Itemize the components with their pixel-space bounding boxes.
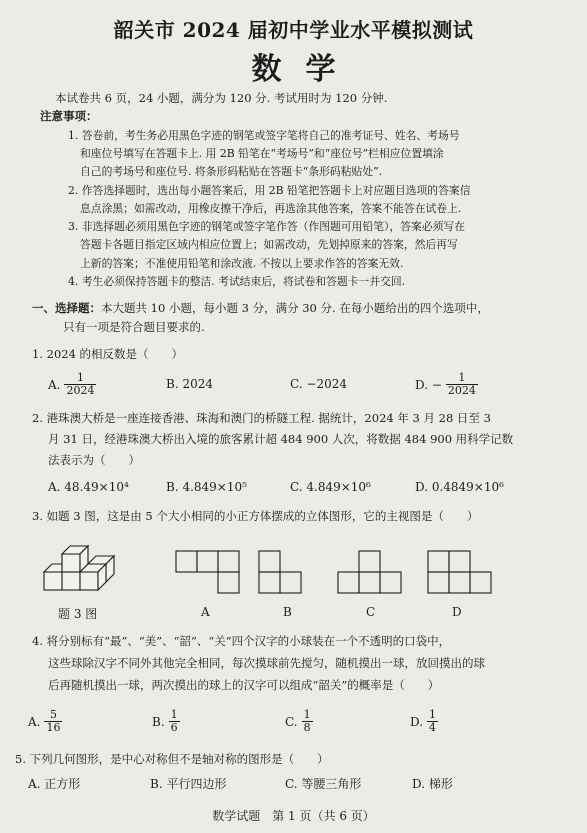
exam-title: 韶关市 2024 届初中学业水平模拟测试 <box>113 18 474 42</box>
q1-option-d[interactable]: D. − $\frac{1}{2024}$ <box>415 371 476 397</box>
note-line: 自己的考场号和座位号. 将条形码粘贴在答题卡“条形码粘贴处”. <box>80 165 383 178</box>
q1-option-a[interactable]: A. $\frac{1}{2024}$ <box>48 371 95 397</box>
fraction: $\frac{1}{8}$ <box>303 708 311 734</box>
note-line: 3. 非选择题必须用黑色字迹的钢笔或签字笔作答（作图题可用铅笔），答案必须写在 <box>68 220 466 233</box>
note-line: 2. 作答选择题时，选出每小题答案后，用 2B 铅笔把答题卡上对应题目选项的答案信 <box>68 184 471 197</box>
subject-title: 数学 <box>251 52 360 87</box>
q2-line-1: 2. 港珠澳大桥是一座连接香港、珠海和澳门的桥隧工程. 据统计，2024 年 3 月 28 日至 3 <box>32 411 491 425</box>
q4-line-3: 后再随机摸出一球，两次摸出的球上的汉字可以组成“韶关”的概率是（ ） <box>48 678 440 692</box>
q4-option-d[interactable]: D. $\frac{1}{4}$ <box>410 708 437 734</box>
note-line: 上新的答案；不准使用铅笔和涂改液. 不按以上要求作答的答案无效. <box>80 257 404 270</box>
note-line: 答题卡各题目指定区域内相应位置上；如需改动，先划掉原来的答案，然后再写 <box>80 238 458 251</box>
page-footer: 数学试题 第 1 页（共 6 页） <box>212 809 375 823</box>
note-line: 息点涂黑；如需改动，用橡皮擦干净后，再选涂其他答案，答案不能答在试卷上. <box>80 202 462 215</box>
section-heading <box>32 300 489 316</box>
q3-option-c[interactable]: C <box>366 605 376 619</box>
q4-line-2: 这些球除汉字不同外其他完全相同，每次摸球前先搅匀，随机摸出一球，放回摸出的球 <box>48 656 485 670</box>
fraction: $\frac{1}{2024}$ <box>66 371 95 397</box>
q2-line-2: 月 31 日，经港珠澳大桥出入境的旅客累计超 484 900 人次，将数据 484 900 用科学记数 <box>48 432 514 446</box>
q3-view-b <box>258 550 302 594</box>
q5-option-a[interactable]: A. 正方形 <box>28 777 81 791</box>
fraction: $\frac{1}{6}$ <box>170 708 178 734</box>
fraction: $\frac{1}{4}$ <box>429 708 437 734</box>
q3-option-d[interactable]: D <box>452 605 462 619</box>
intro-text: 本试卷共 6 页，24 小题，满分为 120 分. 考试用时为 120 分钟. <box>55 91 388 105</box>
notes-title: 注意事项： <box>40 109 98 123</box>
q4-option-b[interactable]: B. $\frac{1}{6}$ <box>152 708 178 734</box>
q3-stem: 3. 如题 3 图，这是由 5 个大小相同的小正方体摆成的立体图形，它的主视图是（ ） <box>32 509 479 523</box>
q2-option-b[interactable]: B. 4.849×10⁵ <box>166 480 247 494</box>
q2-line-3: 法表示为（ ） <box>48 453 140 467</box>
section-label: 一、选择题： <box>32 301 101 315</box>
q3-option-b[interactable]: B <box>283 605 292 619</box>
q2-option-d[interactable]: D. 0.4849×10⁶ <box>415 480 504 494</box>
note-line: 1. 答卷前，考生务必用黑色字迹的钢笔或签字笔将自己的准考证号、姓名、考场号 <box>68 129 460 142</box>
q2-option-a[interactable]: A. 48.49×10⁴ <box>48 480 129 494</box>
q4-option-a[interactable]: A. $\frac{5}{16}$ <box>28 708 61 734</box>
note-line: 4. 考生必须保持答题卡的整洁. 考试结束后，将试卷和答题卡一并交回. <box>68 275 406 288</box>
q1-option-b[interactable]: B. 2024 <box>166 377 213 391</box>
section-text: 本大题共 10 小题，每小题 3 分，满分 30 分. 在每小题给出的四个选项中， <box>101 301 489 315</box>
q3-figure-caption: 题 3 图 <box>58 607 98 621</box>
fraction: $\frac{1}{2024}$ <box>447 371 476 397</box>
q5-option-b[interactable]: B. 平行四边形 <box>150 777 227 791</box>
q3-view-a <box>175 550 241 594</box>
section-text-2: 只有一项是符合题目要求的. <box>63 320 205 334</box>
q2-option-c[interactable]: C. 4.849×10⁶ <box>290 480 371 494</box>
q4-option-c[interactable]: C. $\frac{1}{8}$ <box>285 708 311 734</box>
q3-view-c <box>337 550 403 594</box>
q5-option-d[interactable]: D. 梯形 <box>412 777 453 791</box>
q5-stem: 5. 下列几何图形，是中心对称但不是轴对称的图形是（ ） <box>15 752 329 766</box>
q3-option-a[interactable]: A <box>201 605 210 619</box>
note-line: 和座位号填写在答题卡上. 用 2B 铅笔在“考场号”和“座位号”栏相应位置填涂 <box>80 147 444 160</box>
fraction: $\frac{5}{16}$ <box>46 708 61 734</box>
q3-view-d <box>427 550 493 594</box>
q5-option-c[interactable]: C. 等腰三角形 <box>285 777 362 791</box>
q3-solid-figure <box>40 540 125 602</box>
q1-stem: 1. 2024 的相反数是（ ） <box>32 347 184 361</box>
q1-option-c[interactable]: C. −2024 <box>290 377 347 391</box>
q4-line-1: 4. 将分别标有“最”、“美”、“韶”、“关”四个汉字的小球装在一个不透明的口袋中， <box>32 634 451 648</box>
